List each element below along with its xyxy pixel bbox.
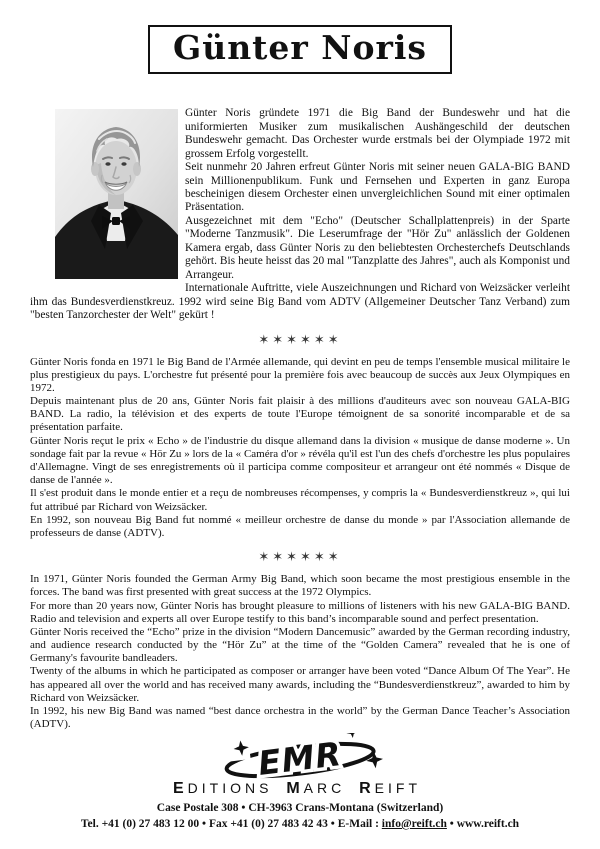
emr-logo — [30, 733, 570, 783]
english-paragraph: In 1971, Günter Noris founded the German Army Big Band, which soon became the most prestigious ensemble in the forces. The band was first presented with great success at the 1972 Olympics. — [30, 573, 570, 599]
english-paragraph: In 1992, his new Big Band was named “best dance orchestra in the world” by the German Dance Teacher’s Association (ADTV). — [30, 705, 570, 731]
french-paragraph: Günter Noris fonda en 1971 le Big Band de l'Armée allemande, qui devint en peu de temps l'ensemble musical militaire le plus prestigieux du pays. L'orchestre fut présenté pour la première fois avec beaucoup de succès aux Jeux Olympiques en 1972. — [30, 355, 570, 394]
german-paragraph: Internationale Auftritte, viele Auszeichnungen und Richard von Weizsäcker verleiht ihm das Bundesverdienstkreuz. 1992 wird seine Big Band vom ADTV (Allgemeiner Deutscher Tanz Verband) zum "besten Tanzorchester der Welt" gekürt ! — [30, 282, 570, 322]
portrait-photo — [55, 109, 178, 279]
emr-logo-graphic — [207, 733, 393, 783]
german-paragraph: Günter Noris gründete 1971 die Big Band der Bundeswehr und hat die uniformierten Musiker zum musikalischen Aushängeschild der deutschen Bundeswehr gemacht. Das Orchester wurde erstmals bei der Olympiade 1972 mit grossem Erfolg vorgestellt. — [185, 107, 570, 160]
publisher-word-rest: EIFT — [374, 780, 422, 797]
address-line: Case Postale 308 • CH-3963 Crans-Montana (Switzerland) — [156, 802, 444, 815]
german-paragraph: Seit nunmehr 20 Jahren erfreut Günter Noris mit seiner neuen GALA-BIG BAND sein Millionenpublikum. Funk und Fernsehen und Experten in ganz Europa bescheinigen diesem Orchester einen unvergleichlichen Sound mit einer optimalen Präsentation. — [185, 161, 570, 214]
french-paragraph: En 1992, son nouveau Big Band fut nommé « meilleur orchestre de danse du monde » par l'Association allemande de professeurs de danse (ADTV). — [30, 513, 570, 539]
publisher-word-rest: DITIONS — [187, 780, 273, 797]
stars-separator: ✶✶✶✶✶✶ — [258, 549, 342, 565]
email-link[interactable]: info@reift.ch — [381, 817, 447, 830]
publisher-word-rest: ARC — [303, 780, 346, 797]
contact-line — [30, 817, 570, 833]
svg-text:EMR: EMR — [255, 734, 344, 784]
section-english — [30, 573, 570, 731]
website-link[interactable]: www.reift.ch — [456, 817, 520, 830]
footer — [30, 801, 570, 832]
page-title: Günter Noris — [173, 28, 427, 67]
publisher-name — [30, 780, 570, 798]
german-paragraph: Ausgezeichnet mit dem "Echo" (Deutscher Schallplattenpreis) in der Sparte "Moderne Tanzmusik". Die Leserumfrage der "Hör Zu" anlässlich der Goldenen Kamera ergab, dass Günter Noris zu den beliebtesten Orchesterchefs Deutschlands gehört. Bis heute heisst das 20 mal "Tanzplatte des Jahres", auch als Komponist und Arrangeur. — [185, 214, 570, 281]
section-german — [30, 107, 570, 322]
publisher-word-initial: M — [286, 780, 304, 798]
french-paragraph: Il s'est produit dans le monde entier et a reçu de nombreuses récompenses, y compris la « Bundesverdienstkreuz », qui lui fut attribué par Richard von Weizsäcker. — [30, 487, 570, 513]
french-paragraph: Günter Noris reçut le prix « Echo » de l'industrie du disque allemand dans la division « musique de danse moderne ». Un sondage fait par la revue « Hör Zu » lors de la « Caméra d'or » révéla qu'il est l'un des chefs d'orchestre les plus populaires d'Allemagne. Vingt de ses enregistrements où il participa comme compositeur et arrangeur ont été nommés « Disque de danse de l'année ». — [30, 434, 570, 487]
french-paragraph: Depuis maintenant plus de 20 ans, Günter Noris fait plaisir à des millions d'auditeurs avec son nouveau GALA-BIG BAND. La radio, la télévision et des experts de toute l'Europe témoignent de sa sonorité incomparable et de sa présentation parfaite. — [30, 395, 570, 434]
english-paragraph: Günter Noris received the “Echo” prize in the division “Modern Dancemusic” awarded by the German recording industry, and audience research conducted by the “Hör Zu” at the time of the “Golden Camera” revealed that he is one of Germany's favourite bandleaders. — [30, 625, 570, 665]
portrait-photo-illustration — [55, 109, 178, 279]
english-paragraph: Twenty of the albums in which he participated as composer or arranger have been voted “Dance Album Of The Year”. He has appeared all over the world and has received many awards, including the “Bundesverdienstkreuz”, awarded to him by Richard von Weizsäcker. — [30, 665, 570, 704]
section-french — [30, 356, 570, 541]
title-box — [148, 25, 452, 74]
english-paragraph: For more than 20 years now, Günter Noris has brought pleasure to millions of listeners with his new GALA-BIG BAND. Radio and television and experts all over Europe testify to this band’s incomparable sound and perfect presentation. — [30, 599, 570, 625]
bullet-separator: • — [446, 817, 457, 830]
publisher-word-initial: E — [172, 780, 188, 798]
publisher-word-initial: R — [359, 780, 375, 798]
stars-separator: ✶✶✶✶✶✶ — [258, 331, 342, 347]
contact-prefix: Tel. +41 (0) 27 483 12 00 • Fax +41 (0) 27 483 42 43 • E-Mail : — [80, 817, 382, 830]
